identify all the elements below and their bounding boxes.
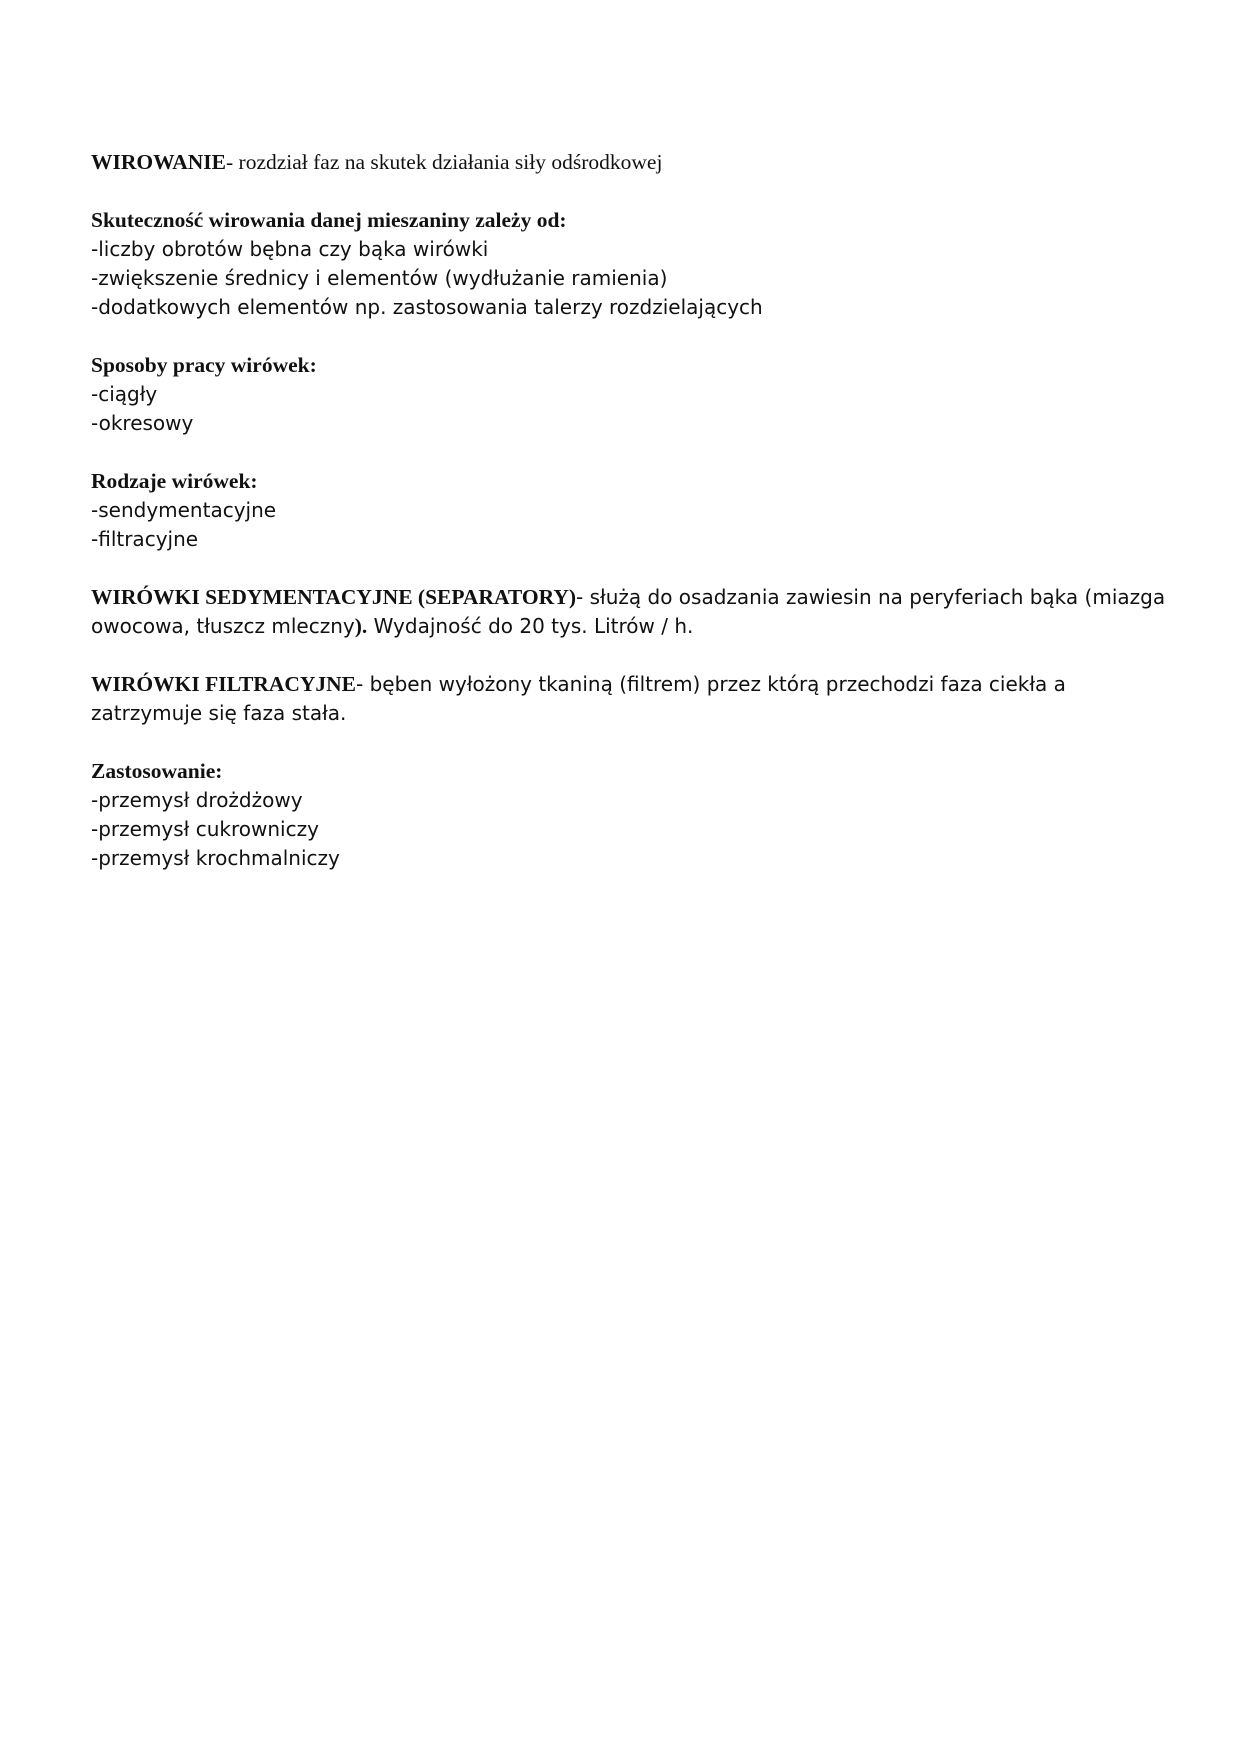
types-heading: Rodzaje wirówek: xyxy=(91,469,258,493)
intro-line xyxy=(91,148,1166,177)
intro-definition: - rozdział faz na skutek działania siły odśrodkowej xyxy=(226,150,663,174)
work-modes-heading: Sposoby pracy wirówek: xyxy=(91,353,317,377)
effectiveness-heading: Skuteczność wirowania danej mieszaniny zależy od: xyxy=(91,208,567,232)
application-item-1: -przemysł drożdżowy xyxy=(91,788,303,812)
application-item-3: -przemysł krochmalniczy xyxy=(91,846,340,870)
intro-paragraph xyxy=(91,148,1166,177)
document-body xyxy=(91,148,1166,902)
types-section xyxy=(91,467,1166,554)
types-item-2: -filtracyjne xyxy=(91,527,199,551)
effectiveness-item-1: -liczby obrotów bębna czy bąka wirówki xyxy=(91,237,489,261)
sedimentation-text: - służą do osadzania zawiesin na peryferiach bąka (miazga owocowa, tłuszcz mleczny xyxy=(91,585,1166,638)
sedimentation-capacity: Wydajność do 20 tys. Litrów / h. xyxy=(367,614,694,638)
filtration-paragraph xyxy=(91,670,1166,728)
application-section xyxy=(91,757,1166,873)
work-modes-item-2: -okresowy xyxy=(91,411,194,435)
sedimentation-close: ). xyxy=(354,614,368,638)
effectiveness-item-3: -dodatkowych elementów np. zastosowania talerzy rozdzielających xyxy=(91,295,763,319)
sedimentation-paragraph xyxy=(91,583,1166,641)
work-modes-section xyxy=(91,351,1166,438)
work-modes-item-1: -ciągły xyxy=(91,382,158,406)
types-item-1: -sendymentacyjne xyxy=(91,498,277,522)
application-item-2: -przemysł cukrowniczy xyxy=(91,817,319,841)
effectiveness-item-2: -zwiększenie średnicy i elementów (wydłużanie ramienia) xyxy=(91,266,668,290)
effectiveness-section xyxy=(91,206,1166,322)
application-heading: Zastosowanie: xyxy=(91,759,223,783)
filtration-text: - bęben wyłożony tkaniną (filtrem) przez którą przechodzi faza ciekła a zatrzymuje się faza stała. xyxy=(91,672,1066,725)
sedimentation-term: WIRÓWKI SEDYMENTACYJNE (SEPARATORY) xyxy=(91,585,577,609)
filtration-term: WIRÓWKI FILTRACYJNE xyxy=(91,672,357,696)
intro-term: WIROWANIE xyxy=(91,150,226,174)
